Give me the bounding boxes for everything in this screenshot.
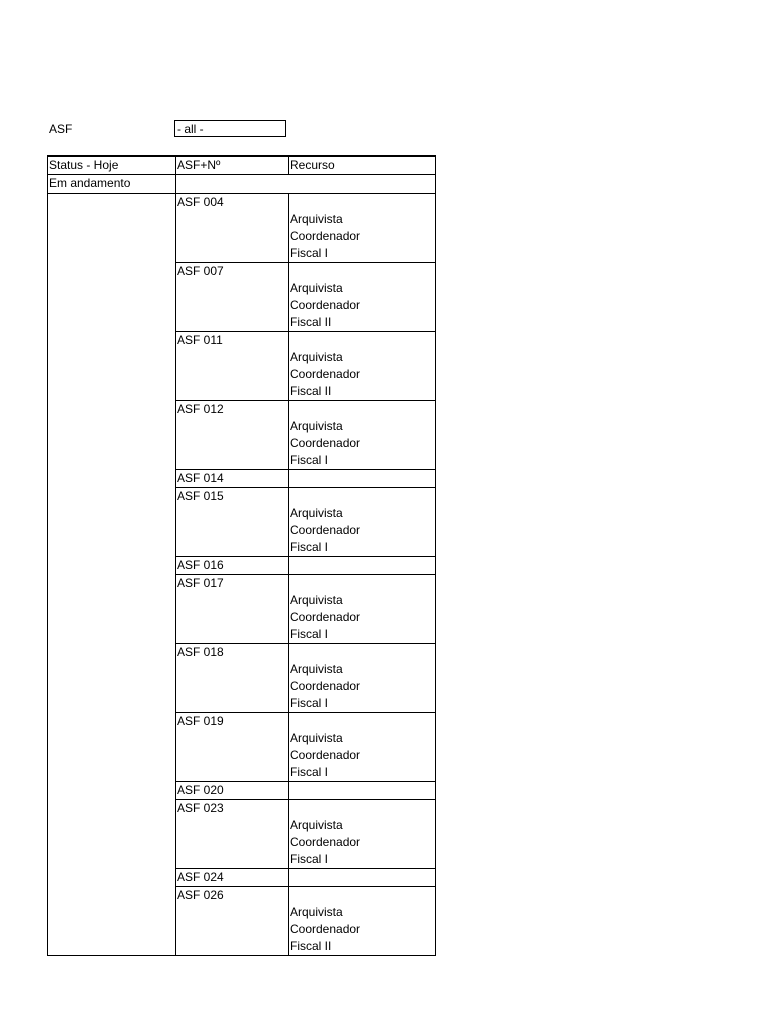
resource-item: Arquivista bbox=[290, 419, 343, 433]
asf-cell: ASF 019 bbox=[175, 713, 288, 781]
resource-item: Arquivista bbox=[290, 593, 343, 607]
header-status: Status - Hoje bbox=[49, 158, 119, 172]
table-row bbox=[175, 782, 435, 800]
asf-cell: ASF 007 bbox=[175, 263, 288, 331]
resource-item: Fiscal II bbox=[290, 384, 332, 398]
asf-cell: ASF 020 bbox=[175, 782, 288, 799]
table-row bbox=[175, 557, 435, 575]
table-row bbox=[175, 575, 435, 644]
header-asf: ASF+Nº bbox=[175, 157, 288, 174]
table-row bbox=[175, 869, 435, 887]
table-row bbox=[175, 488, 435, 557]
filter-label: ASF bbox=[49, 122, 73, 136]
asf-cell: ASF 017 bbox=[175, 575, 288, 643]
resource-item: Fiscal I bbox=[290, 852, 329, 866]
resource-item: Fiscal I bbox=[290, 696, 329, 710]
resource-item: Fiscal I bbox=[290, 540, 329, 554]
resource-cell bbox=[288, 470, 435, 487]
resource-item: Arquivista bbox=[290, 506, 343, 520]
header-resource: Recurso bbox=[288, 157, 435, 174]
resource-item: Fiscal I bbox=[290, 246, 329, 260]
asf-cell: ASF 023 bbox=[175, 800, 288, 868]
resource-cell bbox=[288, 194, 435, 262]
resource-cell bbox=[288, 869, 435, 886]
table-row bbox=[175, 713, 435, 782]
table-row bbox=[175, 800, 435, 869]
resource-item: Coordenador bbox=[290, 748, 361, 762]
resource-item: Arquivista bbox=[290, 212, 343, 226]
resource-item: Coordenador bbox=[290, 367, 361, 381]
asf-cell: ASF 018 bbox=[175, 644, 288, 712]
table-row bbox=[175, 332, 435, 401]
resource-item: Arquivista bbox=[290, 662, 343, 676]
resource-item: Coordenador bbox=[290, 523, 361, 537]
resource-item: Coordenador bbox=[290, 922, 361, 936]
resource-cell bbox=[288, 401, 435, 469]
resource-item: Arquivista bbox=[290, 731, 343, 745]
resource-item: Arquivista bbox=[290, 350, 343, 364]
asf-cell: ASF 016 bbox=[175, 557, 288, 574]
resource-item: Fiscal I bbox=[290, 453, 329, 467]
table-row bbox=[175, 194, 435, 263]
asf-cell: ASF 004 bbox=[175, 194, 288, 262]
asf-cell: ASF 024 bbox=[175, 869, 288, 886]
status-group-row bbox=[48, 175, 435, 194]
asf-cell: ASF 011 bbox=[175, 332, 288, 400]
resource-cell bbox=[288, 575, 435, 643]
asf-rows bbox=[175, 194, 435, 955]
table-row bbox=[175, 401, 435, 470]
resource-item: Coordenador bbox=[290, 298, 361, 312]
resource-cell bbox=[288, 800, 435, 868]
table-row bbox=[175, 263, 435, 332]
asf-cell: ASF 026 bbox=[175, 887, 288, 955]
resource-item: Coordenador bbox=[290, 436, 361, 450]
resource-cell bbox=[288, 557, 435, 574]
resource-item: Coordenador bbox=[290, 610, 361, 624]
resource-item: Coordenador bbox=[290, 679, 361, 693]
resource-cell bbox=[288, 713, 435, 781]
resource-cell bbox=[288, 782, 435, 799]
resource-cell bbox=[288, 332, 435, 400]
resource-item: Arquivista bbox=[290, 905, 343, 919]
resource-item: Arquivista bbox=[290, 818, 343, 832]
resource-item: Arquivista bbox=[290, 281, 343, 295]
table-row bbox=[175, 644, 435, 713]
resource-item: Fiscal II bbox=[290, 315, 332, 329]
resource-item: Coordenador bbox=[290, 229, 361, 243]
table-row bbox=[175, 887, 435, 955]
pivot-table bbox=[47, 155, 436, 956]
table-row bbox=[175, 470, 435, 488]
status-empty-cell bbox=[175, 175, 435, 193]
asf-cell: ASF 015 bbox=[175, 488, 288, 556]
resource-cell bbox=[288, 488, 435, 556]
filter-dropdown[interactable]: - all - bbox=[174, 120, 286, 137]
resource-cell bbox=[288, 644, 435, 712]
resource-cell bbox=[288, 263, 435, 331]
status-column-spacer bbox=[48, 194, 175, 955]
resource-item: Coordenador bbox=[290, 835, 361, 849]
asf-cell: ASF 014 bbox=[175, 470, 288, 487]
table-body bbox=[48, 194, 435, 955]
resource-cell bbox=[288, 887, 435, 955]
status-value: Em andamento bbox=[49, 176, 131, 190]
asf-cell: ASF 012 bbox=[175, 401, 288, 469]
resource-item: Fiscal I bbox=[290, 765, 329, 779]
table-header-row bbox=[48, 157, 435, 175]
resource-item: Fiscal I bbox=[290, 627, 329, 641]
resource-item: Fiscal II bbox=[290, 939, 332, 953]
